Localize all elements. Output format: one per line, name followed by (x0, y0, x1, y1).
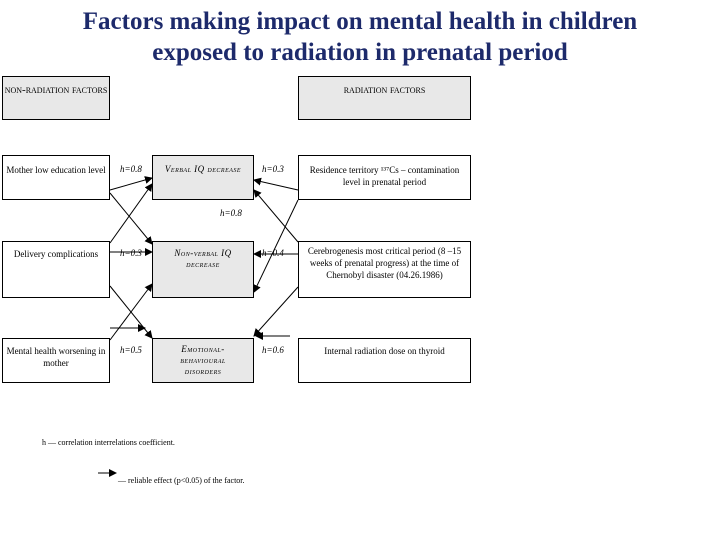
arrow-l1-nonverbal (110, 193, 152, 244)
radiation-header: radiation factors (298, 76, 471, 120)
factor-mother-education: Mother low education level (2, 155, 110, 200)
eta-right-3: h=0.6 (262, 345, 284, 355)
outcome-nonverbal-iq: Non-verbal IQ decrease (152, 241, 254, 298)
factor-thyroid-dose: Internal radiation dose on thyroid (298, 338, 471, 383)
title-line-2: exposed to radiation in prenatal period (152, 39, 568, 66)
arrow-l2-verbal (110, 184, 152, 243)
eta-right-2: h=0.4 (262, 248, 284, 258)
legend-eta-note: h — correlation interrelations coefficient. (42, 438, 175, 447)
arrow-r1-nonverbal (254, 200, 298, 292)
factor-delivery-complications: Delivery complications (2, 241, 110, 298)
factor-cs-contamination: Residence territory ¹³⁷Cs – contamination level in prenatal period (298, 155, 471, 200)
factor-cerebrogenesis-period: Cerebrogenesis most critical period (8 –15 weeks of prenatal progress) at the time of Chernobyl disaster (04.26.1986) (298, 241, 471, 298)
arrow-r1-verbal (254, 180, 298, 190)
eta-middle: h=0.8 (220, 208, 242, 218)
arrow-r2-emotional (254, 287, 298, 336)
legend-arrow-note: — reliable effect (p<0.05) of the factor. (118, 476, 245, 485)
arrow-l3-nonverbal (110, 284, 152, 340)
factor-mental-health-mother: Mental health worsening in mother (2, 338, 110, 383)
arrow-r2-verbal (254, 190, 298, 242)
eta-left-1: h=0.8 (120, 164, 142, 174)
non-radiation-header: non-radiation factors (2, 76, 110, 120)
eta-right-1: h=0.3 (262, 164, 284, 174)
outcome-verbal-iq: Verbal IQ decrease (152, 155, 254, 200)
arrow-l1-verbal (110, 178, 152, 190)
eta-left-2: h=0.3 (120, 248, 142, 258)
eta-left-3: h=0.5 (120, 345, 142, 355)
title-line-1: Factors making impact on mental health in children (82, 8, 638, 35)
outcome-emotional-behavioural: Emotional-behavioural disorders (152, 338, 254, 383)
